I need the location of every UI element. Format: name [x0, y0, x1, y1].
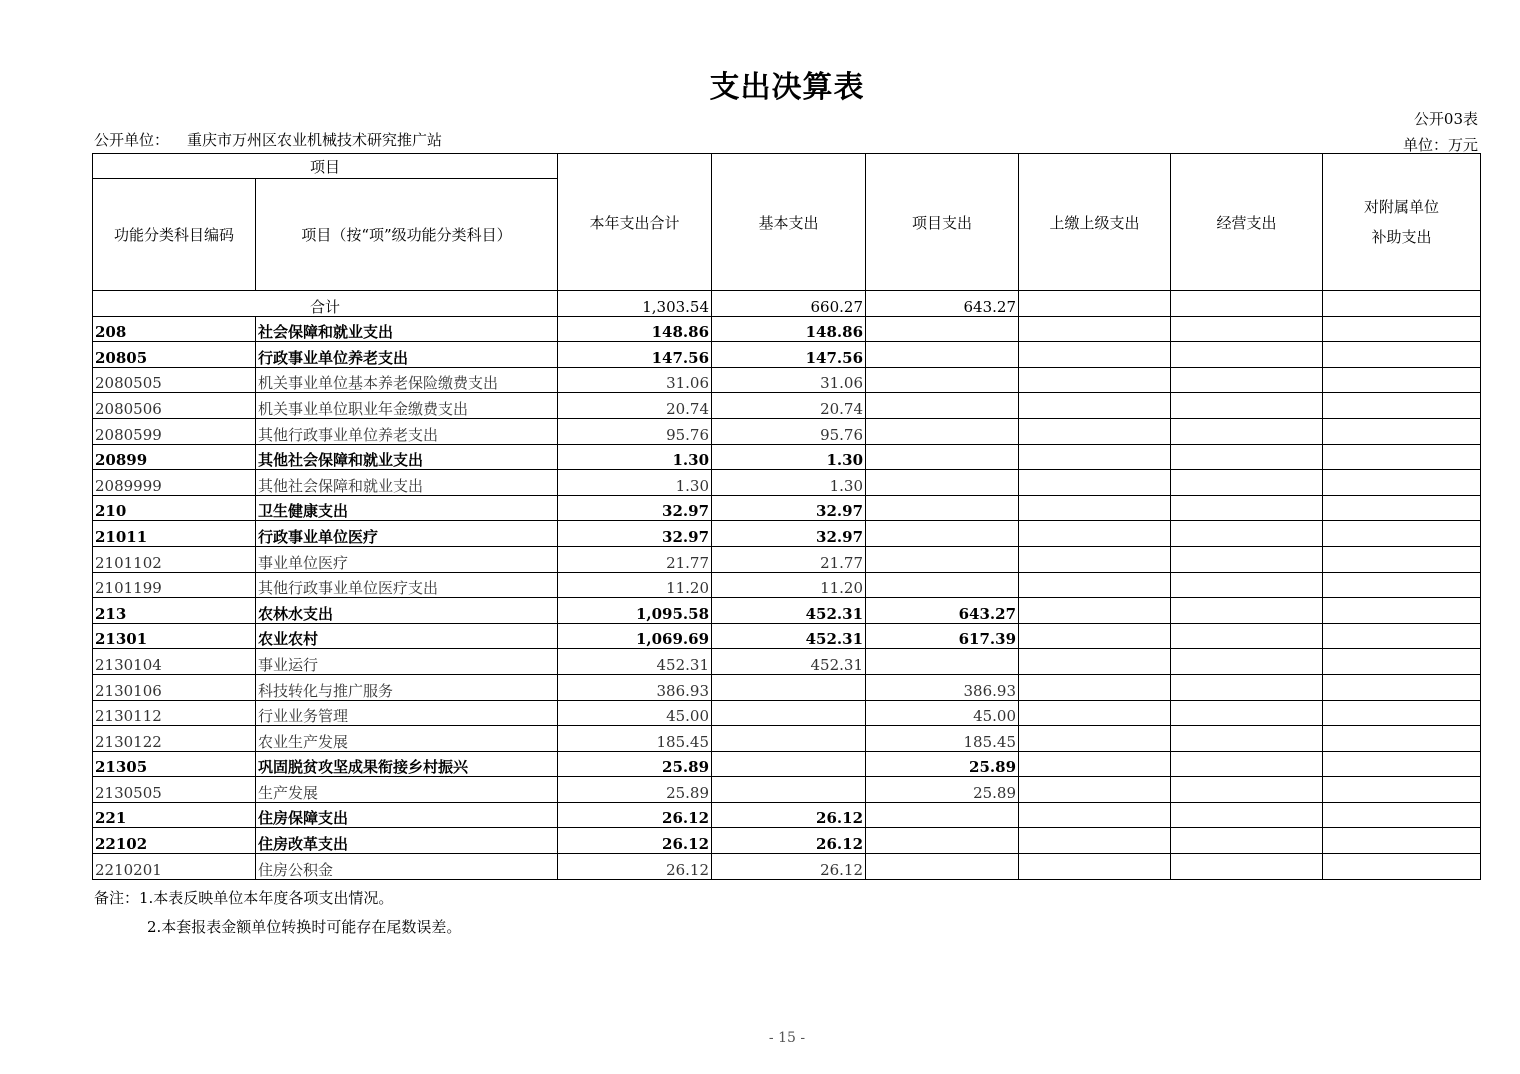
cell-project — [866, 546, 1019, 572]
cell-operating — [1171, 393, 1323, 419]
cell-name: 其他行政事业单位医疗支出 — [256, 572, 558, 598]
cell-basic: 21.77 — [712, 546, 866, 572]
table-body — [93, 291, 1481, 880]
cell-name: 农业农村 — [256, 623, 558, 649]
cell-project — [866, 316, 1019, 342]
cell-remit — [1019, 367, 1171, 393]
cell-code: 2089999 — [93, 470, 256, 496]
cell-operating — [1171, 418, 1323, 444]
cell-subsidy — [1323, 418, 1481, 444]
cell-project — [866, 393, 1019, 419]
cell-total: 95.76 — [558, 418, 712, 444]
cell-name: 其他社会保障和就业支出 — [256, 444, 558, 470]
cell-project — [866, 854, 1019, 880]
cell-name: 事业运行 — [256, 649, 558, 675]
cell-code: 2080505 — [93, 367, 256, 393]
cell-operating — [1171, 854, 1323, 880]
cell-code: 210 — [93, 495, 256, 521]
cell-name: 农业生产发展 — [256, 726, 558, 752]
cell-operating — [1171, 623, 1323, 649]
table-row — [93, 674, 1481, 700]
cell-code: 22102 — [93, 828, 256, 854]
cell-project — [866, 649, 1019, 675]
cell-remit — [1019, 828, 1171, 854]
note-line-1: 备注：1.本表反映单位本年度各项支出情况。 — [94, 889, 394, 907]
total-label: 合计 — [93, 291, 558, 317]
cell-remit — [1019, 342, 1171, 368]
cell-name: 机关事业单位职业年金缴费支出 — [256, 393, 558, 419]
cell-basic — [712, 700, 866, 726]
cell-subsidy — [1323, 546, 1481, 572]
cell-operating — [1171, 598, 1323, 624]
cell-code: 20899 — [93, 444, 256, 470]
cell-code: 20805 — [93, 342, 256, 368]
cell-operating — [1171, 470, 1323, 496]
table-row — [93, 598, 1481, 624]
cell-name: 行政事业单位医疗 — [256, 521, 558, 547]
table-row — [93, 444, 1481, 470]
cell-name: 行政事业单位养老支出 — [256, 342, 558, 368]
table-row — [93, 418, 1481, 444]
cell-total: 25.89 — [558, 751, 712, 777]
cell-project: 25.89 — [866, 751, 1019, 777]
cell-basic: 11.20 — [712, 572, 866, 598]
cell-remit — [1019, 393, 1171, 419]
cell-project — [866, 444, 1019, 470]
cell-project — [866, 418, 1019, 444]
cell-project: 386.93 — [866, 674, 1019, 700]
cell-remit — [1019, 854, 1171, 880]
cell-code: 2130112 — [93, 700, 256, 726]
cell-code: 2080506 — [93, 393, 256, 419]
cell-name: 住房保障支出 — [256, 802, 558, 828]
cell-code: 213 — [93, 598, 256, 624]
header-operating: 经营支出 — [1171, 154, 1323, 291]
cell-total: 1.30 — [558, 444, 712, 470]
cell-name: 社会保障和就业支出 — [256, 316, 558, 342]
table-row — [93, 777, 1481, 803]
header-basic: 基本支出 — [712, 154, 866, 291]
table-row — [93, 393, 1481, 419]
expenditure-table — [92, 153, 1481, 880]
cell-total: 26.12 — [558, 802, 712, 828]
cell-subsidy — [1323, 444, 1481, 470]
cell-name: 住房改革支出 — [256, 828, 558, 854]
table-row — [93, 546, 1481, 572]
cell-basic: 148.86 — [712, 316, 866, 342]
cell-name: 卫生健康支出 — [256, 495, 558, 521]
reporting-unit-name: 重庆市万州区农业机械技术研究推广站 — [187, 131, 443, 149]
cell-operating — [1171, 828, 1323, 854]
cell-basic: 95.76 — [712, 418, 866, 444]
cell-operating — [1171, 495, 1323, 521]
page-number: - 15 - — [768, 1030, 806, 1046]
total-operating — [1171, 291, 1323, 317]
cell-project — [866, 470, 1019, 496]
header-remit: 上缴上级支出 — [1019, 154, 1171, 291]
cell-subsidy — [1323, 367, 1481, 393]
cell-basic — [712, 777, 866, 803]
cell-remit — [1019, 521, 1171, 547]
form-number: 公开03表 — [1413, 110, 1478, 128]
cell-total: 21.77 — [558, 546, 712, 572]
cell-code: 2130122 — [93, 726, 256, 752]
cell-project — [866, 367, 1019, 393]
cell-name: 其他行政事业单位养老支出 — [256, 418, 558, 444]
currency-unit: 单位：万元 — [1402, 136, 1478, 154]
table-row — [93, 854, 1481, 880]
cell-code: 21301 — [93, 623, 256, 649]
cell-code: 21305 — [93, 751, 256, 777]
cell-project: 643.27 — [866, 598, 1019, 624]
total-row — [93, 291, 1481, 317]
cell-operating — [1171, 649, 1323, 675]
cell-code: 2080599 — [93, 418, 256, 444]
cell-subsidy — [1323, 828, 1481, 854]
cell-basic: 452.31 — [712, 623, 866, 649]
cell-total: 31.06 — [558, 367, 712, 393]
total-amount: 1,303.54 — [558, 291, 712, 317]
table-row — [93, 367, 1481, 393]
total-basic: 660.27 — [712, 291, 866, 317]
cell-name: 生产发展 — [256, 777, 558, 803]
table-row — [93, 700, 1481, 726]
cell-basic: 26.12 — [712, 854, 866, 880]
cell-name: 行业业务管理 — [256, 700, 558, 726]
cell-remit — [1019, 777, 1171, 803]
table-row — [93, 623, 1481, 649]
cell-subsidy — [1323, 802, 1481, 828]
cell-name: 巩固脱贫攻坚成果衔接乡村振兴 — [256, 751, 558, 777]
reporting-unit — [94, 129, 442, 150]
cell-total: 1.30 — [558, 470, 712, 496]
cell-subsidy — [1323, 393, 1481, 419]
cell-name: 农林水支出 — [256, 598, 558, 624]
cell-subsidy — [1323, 751, 1481, 777]
cell-subsidy — [1323, 854, 1481, 880]
header-item-group: 项目 — [93, 154, 558, 179]
cell-subsidy — [1323, 777, 1481, 803]
table-row — [93, 521, 1481, 547]
cell-remit — [1019, 623, 1171, 649]
header-subsidy — [1323, 154, 1481, 291]
reporting-unit-label: 公开单位： — [94, 131, 170, 149]
header-total: 本年支出合计 — [558, 154, 712, 291]
cell-operating — [1171, 777, 1323, 803]
cell-subsidy — [1323, 470, 1481, 496]
cell-operating — [1171, 674, 1323, 700]
cell-subsidy — [1323, 521, 1481, 547]
cell-total: 148.86 — [558, 316, 712, 342]
note-line-2: 2.本套报表金额单位转换时可能存在尾数误差。 — [147, 918, 462, 936]
cell-subsidy — [1323, 495, 1481, 521]
cell-basic — [712, 674, 866, 700]
cell-operating — [1171, 342, 1323, 368]
table-row — [93, 572, 1481, 598]
cell-basic: 452.31 — [712, 598, 866, 624]
cell-basic: 1.30 — [712, 470, 866, 496]
cell-project: 185.45 — [866, 726, 1019, 752]
header-code: 功能分类科目编码 — [93, 179, 256, 291]
cell-total: 11.20 — [558, 572, 712, 598]
total-subsidy — [1323, 291, 1481, 317]
cell-remit — [1019, 572, 1171, 598]
cell-operating — [1171, 802, 1323, 828]
cell-project: 25.89 — [866, 777, 1019, 803]
cell-basic — [712, 726, 866, 752]
cell-operating — [1171, 572, 1323, 598]
table-row — [93, 495, 1481, 521]
table-row — [93, 726, 1481, 752]
cell-total: 26.12 — [558, 854, 712, 880]
cell-basic: 32.97 — [712, 521, 866, 547]
cell-total: 20.74 — [558, 393, 712, 419]
cell-project — [866, 572, 1019, 598]
cell-total: 32.97 — [558, 495, 712, 521]
cell-operating — [1171, 521, 1323, 547]
cell-total: 452.31 — [558, 649, 712, 675]
cell-remit — [1019, 726, 1171, 752]
cell-total: 147.56 — [558, 342, 712, 368]
header-subsidy-line2: 补助支出 — [1371, 228, 1432, 246]
cell-basic: 1.30 — [712, 444, 866, 470]
cell-remit — [1019, 444, 1171, 470]
header-project: 项目支出 — [866, 154, 1019, 291]
cell-operating — [1171, 444, 1323, 470]
cell-project — [866, 828, 1019, 854]
cell-operating — [1171, 546, 1323, 572]
cell-basic: 452.31 — [712, 649, 866, 675]
table-row — [93, 751, 1481, 777]
cell-basic: 147.56 — [712, 342, 866, 368]
cell-name: 机关事业单位基本养老保险缴费支出 — [256, 367, 558, 393]
cell-subsidy — [1323, 598, 1481, 624]
cell-total: 1,069.69 — [558, 623, 712, 649]
cell-remit — [1019, 546, 1171, 572]
cell-code: 21011 — [93, 521, 256, 547]
cell-remit — [1019, 598, 1171, 624]
cell-project — [866, 521, 1019, 547]
cell-project: 617.39 — [866, 623, 1019, 649]
cell-code: 208 — [93, 316, 256, 342]
page-title: 支出决算表 — [709, 70, 865, 105]
cell-operating — [1171, 316, 1323, 342]
total-remit — [1019, 291, 1171, 317]
cell-remit — [1019, 802, 1171, 828]
table-row — [93, 802, 1481, 828]
cell-operating — [1171, 367, 1323, 393]
cell-project — [866, 495, 1019, 521]
cell-subsidy — [1323, 342, 1481, 368]
notes — [94, 884, 461, 942]
cell-total: 185.45 — [558, 726, 712, 752]
cell-subsidy — [1323, 674, 1481, 700]
cell-basic: 26.12 — [712, 828, 866, 854]
cell-subsidy — [1323, 316, 1481, 342]
table-row — [93, 649, 1481, 675]
cell-name: 其他社会保障和就业支出 — [256, 470, 558, 496]
cell-code: 2130104 — [93, 649, 256, 675]
cell-code: 2130106 — [93, 674, 256, 700]
cell-subsidy — [1323, 700, 1481, 726]
cell-remit — [1019, 700, 1171, 726]
cell-remit — [1019, 751, 1171, 777]
cell-name: 科技转化与推广服务 — [256, 674, 558, 700]
cell-operating — [1171, 700, 1323, 726]
cell-total: 26.12 — [558, 828, 712, 854]
cell-operating — [1171, 751, 1323, 777]
cell-total: 25.89 — [558, 777, 712, 803]
cell-project — [866, 342, 1019, 368]
table-row — [93, 828, 1481, 854]
cell-operating — [1171, 726, 1323, 752]
cell-code: 2210201 — [93, 854, 256, 880]
cell-project — [866, 802, 1019, 828]
cell-remit — [1019, 674, 1171, 700]
cell-code: 2101199 — [93, 572, 256, 598]
cell-name: 住房公积金 — [256, 854, 558, 880]
cell-total: 32.97 — [558, 521, 712, 547]
cell-code: 221 — [93, 802, 256, 828]
cell-subsidy — [1323, 726, 1481, 752]
cell-basic: 20.74 — [712, 393, 866, 419]
cell-code: 2130505 — [93, 777, 256, 803]
cell-code: 2101102 — [93, 546, 256, 572]
cell-total: 45.00 — [558, 700, 712, 726]
table-row — [93, 470, 1481, 496]
cell-remit — [1019, 495, 1171, 521]
cell-basic — [712, 751, 866, 777]
cell-basic: 26.12 — [712, 802, 866, 828]
header-name: 项目（按“项”级功能分类科目） — [256, 179, 558, 291]
cell-remit — [1019, 470, 1171, 496]
table-row — [93, 316, 1481, 342]
cell-total: 1,095.58 — [558, 598, 712, 624]
total-project: 643.27 — [866, 291, 1019, 317]
cell-basic: 31.06 — [712, 367, 866, 393]
cell-remit — [1019, 649, 1171, 675]
cell-name: 事业单位医疗 — [256, 546, 558, 572]
cell-subsidy — [1323, 572, 1481, 598]
cell-subsidy — [1323, 649, 1481, 675]
cell-basic: 32.97 — [712, 495, 866, 521]
cell-remit — [1019, 418, 1171, 444]
table-row — [93, 342, 1481, 368]
cell-subsidy — [1323, 623, 1481, 649]
header-subsidy-line1: 对附属单位 — [1364, 198, 1440, 216]
cell-project: 45.00 — [866, 700, 1019, 726]
cell-remit — [1019, 316, 1171, 342]
cell-total: 386.93 — [558, 674, 712, 700]
